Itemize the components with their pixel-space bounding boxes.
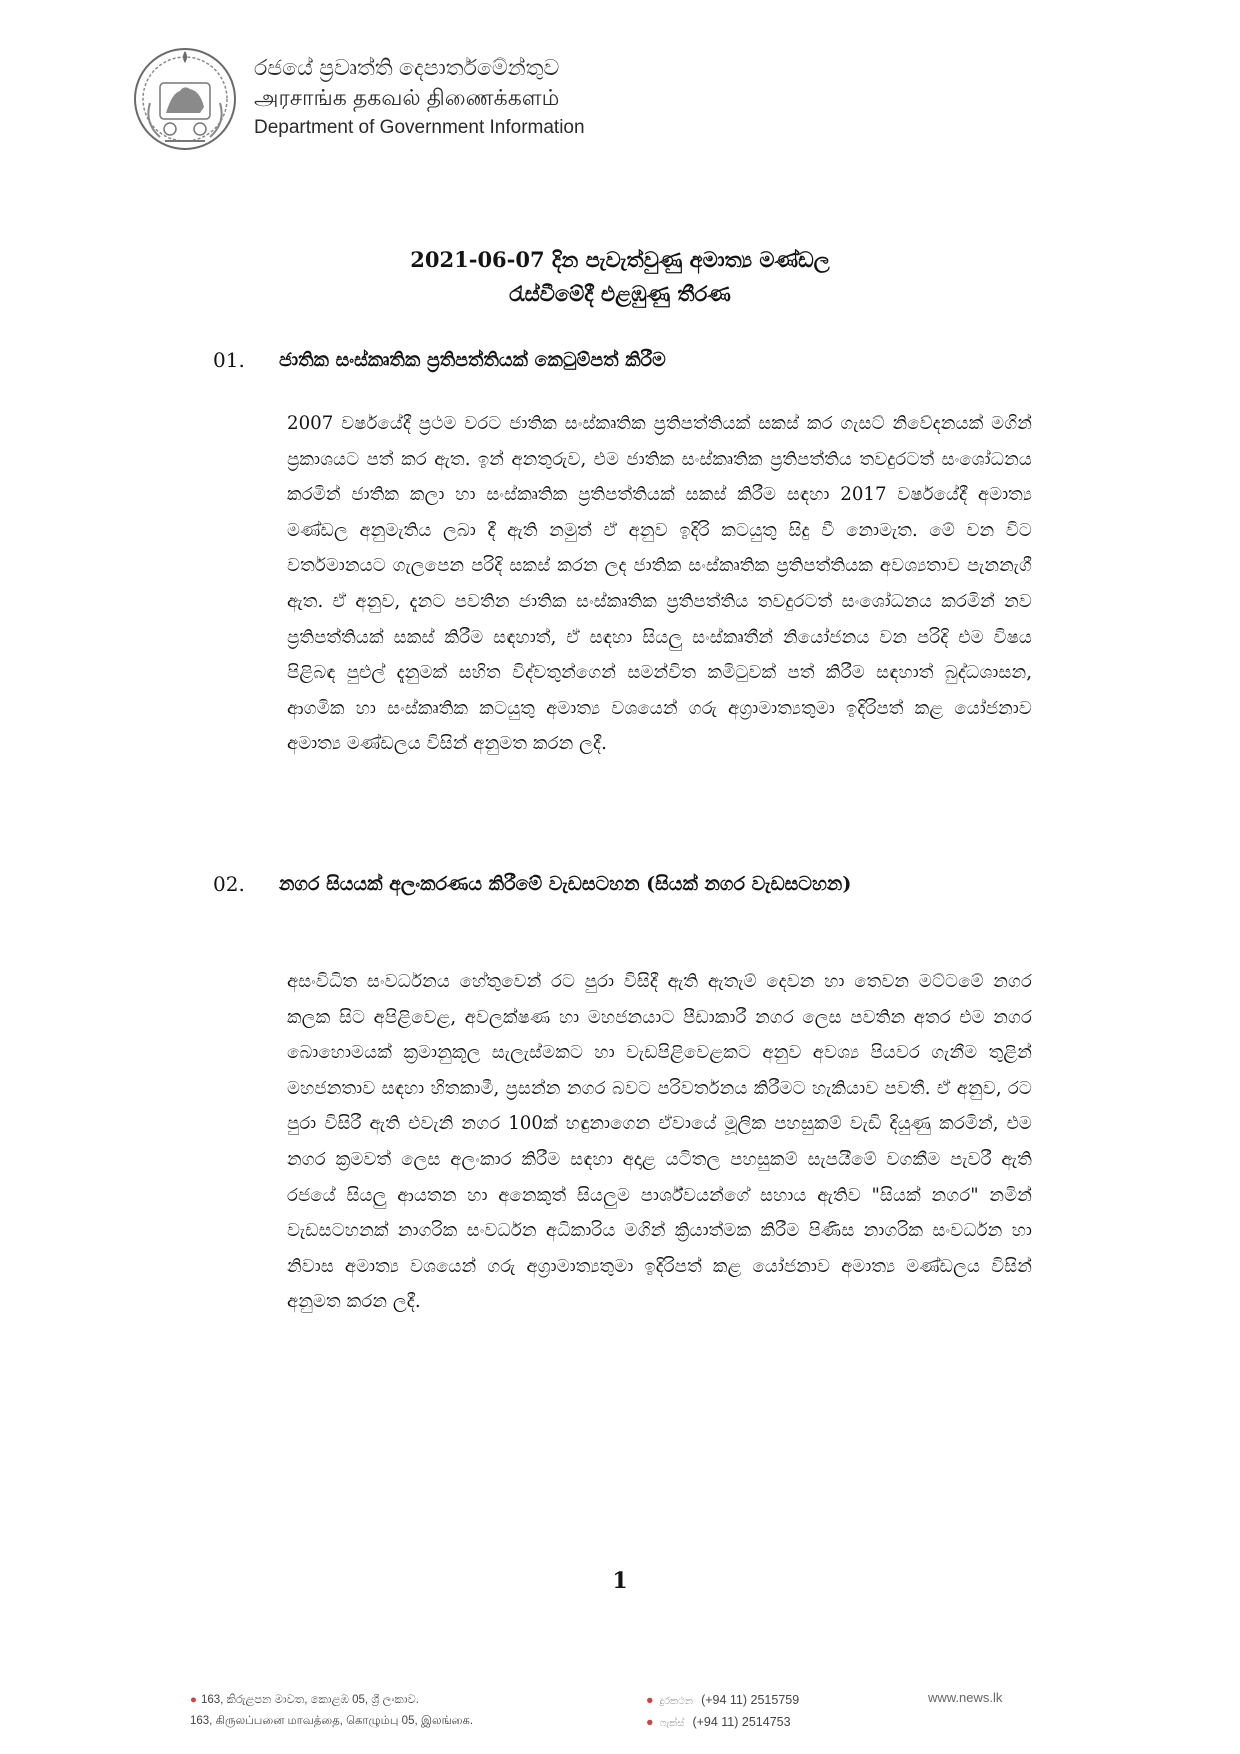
page-footer [0,1690,1240,1750]
footer-contacts [646,1690,799,1734]
section-1-body: 2007 වර්ෂයේදී ප්‍රථම වරට ජාතික සංස්කෘතික ප්‍රතිපත්තියක් සකස් කර ගැසට් නිවේදනයක් මගින් ප්‍රකාශයට පත් කර ඇත. ඉන් අනතුරුව, එම ජාතික සංස්කෘතික ප්‍රතිපත්තිය තවදුරටත් සංශෝධනය කරමින් ජාතික කලා හා සංස්කෘතික ප්‍රතිපත්තියක් සකස් කිරීම සඳහා 2017 වර්ෂයේදී අමාත්‍ය මණ්ඩල අනුමැතිය ලබා දී ඇති නමුත් ඒ අනුව ඉදිරි කටයුතු සිදු වී නොමැත. මේ වන විට වර්තමානයට ගැලපෙන පරිදි සකස් කරන ලද ජාතික සංස්කෘතික ප්‍රතිපත්තියක අවශ්‍යතාව පැනනැගී ඇත. ඒ අනුව, දැනට පවතින ජාතික සංස්කෘතික ප්‍රතිපත්තිය තවදුරටත් සංශෝධනය කරමින් නව ප්‍රතිපත්තියක් සකස් කිරීම සඳහාත්, ඒ සඳහා සියලු සංස්කෘතීන් නියෝජනය වන පරිදි එම විෂය පිළිබඳ පුළුල් දැනුමක් සහිත විද්වතුන්ගෙන් සමන්විත කමිටුවක් පත් කිරීම සඳහාත් බුද්ධශාසන, ආගමික හා සංස්කෘතික කටයුතු අමාත්‍ය වශයෙන් ගරු අග්‍රාමාත්‍යතුමා ඉදිරිපත් කළ යෝජනාව අමාත්‍ය මණ්ඩලය විසින් අනුමත කරන ලදී. [287,413,1032,755]
footer-address [190,1690,473,1732]
bullet-icon: ● [646,1693,654,1707]
phone-number: (+94 11) 2515759 [701,1693,800,1707]
phone-label: දුරකථන [659,1696,694,1707]
state-emblem-icon [130,43,240,153]
bullet-icon: ● [190,1694,197,1706]
bullet-icon: ● [646,1715,654,1729]
fax-number: (+94 11) 2514753 [692,1715,791,1729]
footer-website: www.news.lk [928,1690,1003,1705]
section-2-heading: නගර සියයක් අලංකරණය කිරීමේ වැඩසටහන (සියක් නගර වැඩසටහන) [279,873,852,895]
section-1-number: 01. [213,348,245,372]
page-number: 1 [612,1568,628,1594]
letterhead [130,38,585,158]
title-line-2: රැස්වීමේදී එළඹුණු තීරණ [509,281,731,306]
section-2-body: අසංවිධිත සංවර්ධනය හේතුවෙන් රට පුරා විසිදී ඇති ඇතැම් දෙවන හා තෙවන මට්ටමේ නගර කලක සිට අපිළිවෙළ, අවලක්ෂණ හා මහජනයාට පීඩාකාරී නගර ලෙස පවතින අතර එම නගර බොහොමයක් ක්‍රමානුකූල සැලැස්මකට හා වැඩපිළිවෙළකට අනුව අවශ්‍ය පියවර ගැනීම තුළින් මහජනතාව සඳහා හිතකාමී, ප්‍රසන්න නගර බවට පරිවර්තනය කිරීමට හැකියාව පවතී. ඒ අනුව, රට පුරා විසිරී ඇති එවැනි නගර 100ක් හඳුනාගෙන ඒවායේ මූලික පහසුකම් වැඩි දියුණු කරමින්, එම නගර ක්‍රමවත් ලෙස අලංකාර කිරීම සඳහා අදාළ යටිතල පහසුකම් සැපයීමේ වගකීම පැවරී ඇති රජයේ සියලු ආයතන හා අනෙකුත් සියලුම පාර්ශ්වයන්ගේ සහාය ඇතිව "සියක් නගර" නමින් වැඩසටහනක් නාගරික සංවර්ධන අධිකාරිය මගින් ක්‍රියාත්මක කිරීම පිණිස නාගරික සංවර්ධන හා නිවාස අමාත්‍ය වශයෙන් ගරු අග්‍රාමාත්‍යතුමා ඉදිරිපත් කළ යෝජනාව අමාත්‍ය මණ්ඩලය විසින් අනුමත කරන ලදී. [287,971,1032,1313]
title-line-1: 2021-06-07 දින පැවැත්වුණු අමාත්‍ය මණ්ඩල [410,247,830,272]
org-name-tamil: அரசாங்க தகவல் திணைக்களம் [254,85,560,110]
section-1-heading: ජාතික සංස්කෘතික ප්‍රතිපත්තියක් කෙටුම්පත් කිරීම [279,349,666,371]
organization-names [254,53,585,143]
section-2-number: 02. [213,872,245,896]
org-name-english: Department of Government Information [254,117,585,138]
org-name-sinhala: රජයේ ප්‍රවෘත්ති දෙපාර්තමේන්තුව [254,55,560,80]
address-tamil: 163, கிருலப்பனை மாவத்தை, கொழும்பு 05, இலங்கை. [190,1715,474,1727]
address-sinhala: 163, කිරුළපන මාවත, කොළඹ 05, ශ්‍රී ලංකාව. [200,1694,419,1706]
fax-label: ෆැක්ස් [659,1718,685,1729]
document-title [0,243,1240,311]
